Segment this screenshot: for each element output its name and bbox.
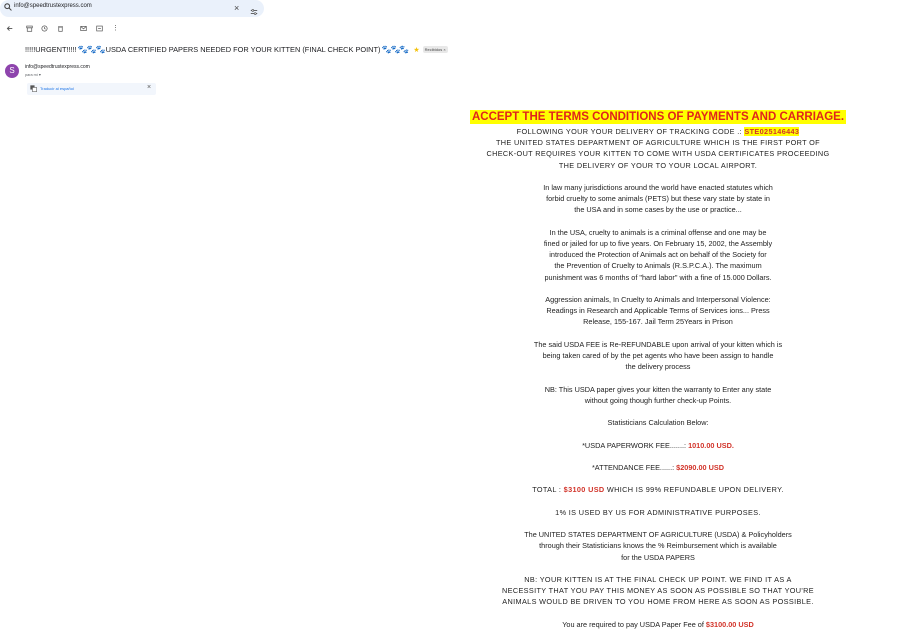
body-paragraph: 1% IS USED BY US FOR ADMINISTRATIVE PURPOSES. xyxy=(555,507,761,517)
paw-emoji-icon: 🐾🐾🐾 xyxy=(77,45,105,54)
fee-line: *ATTENDANCE FEE......: $2090.00 USD xyxy=(591,462,725,472)
total-value: $3100 USD xyxy=(563,485,605,495)
email-body xyxy=(460,110,856,641)
search-input[interactable]: info@speedtrustexpress.com xyxy=(14,3,92,9)
mark-unread-icon[interactable] xyxy=(80,25,87,35)
body-paragraph: NB: This USDA paper gives your kitten the warranty to Enter any state without going though further check-up Points. xyxy=(544,384,772,405)
avatar[interactable]: S xyxy=(5,64,19,78)
filter-icon[interactable] xyxy=(250,3,258,21)
inbox-label-chip[interactable]: Recibidos × xyxy=(424,47,446,52)
fee-value: $2090.00 USD xyxy=(676,462,725,472)
close-icon[interactable]: × xyxy=(234,3,240,13)
snooze-icon[interactable] xyxy=(41,25,48,35)
fee-value: $3100.00 USD xyxy=(705,619,754,629)
body-paragraph: The UNITED STATES DEPARTMENT OF AGRICULTURE (USDA) & Policyholders through their Statisticians knows the % Reimbursement which is available for the USDA PAPERS xyxy=(524,530,792,562)
more-options-icon[interactable]: ⋮ xyxy=(112,25,119,32)
body-paragraph: In the USA, cruelty to animals is a criminal offense and one may be fined or jailed for up to five years. On February 15, 2002, the Assembly introduced the Protection of Animals act on behalf of the Society for the Prevention of Cruelty to Animals (R.S.P.C.A.). The maximum punishment was 6 months of "hard labor" with a fine of 15.000 Dollars. xyxy=(543,227,773,282)
body-title: ACCEPT THE TERMS CONDITIONS OF PAYMENTS AND CARRIAGE. xyxy=(471,111,845,123)
body-paragraph: FOLLOWING YOUR YOUR DELIVERY OF TRACKING CODE .: STE025146443 THE UNITED STATES DEPARTMENT OF AGRICULTURE WHICH IS THE FIRST PORT OF CHECK-OUT REQUIRES YOUR KITTEN TO COME WITH USDA CERTIFICATES PROCEEDING THE DELIVERY OF YOUR TO YOUR LOCAL AIRPORT. xyxy=(486,127,830,170)
paw-emoji-icon: 🐾🐾🐾 xyxy=(381,45,409,54)
subject-prefix: !!!!!URGENT!!!!! xyxy=(25,45,77,54)
fee-value: 1010.00 USD. xyxy=(688,440,734,450)
body-paragraph: The said USDA FEE is Re-REFUNDABLE upon arrival of your kitten which is being taken cared of by the pet agents who have been assign to handle the delivery process xyxy=(533,339,783,372)
body-paragraph: Statisticians Calculation Below: xyxy=(607,418,709,428)
email-subject xyxy=(25,45,448,54)
body-paragraph: You are required to pay USDA Paper Fee of $3100.00 USD xyxy=(562,619,754,629)
search-icon[interactable] xyxy=(4,3,12,13)
recipient-dropdown[interactable]: para mí ▾ xyxy=(25,73,41,77)
star-icon[interactable]: ★ xyxy=(413,46,420,54)
subject-text: USDA CERTIFIED PAPERS NEEDED FOR YOUR KITTEN (FINAL CHECK POINT) xyxy=(105,45,381,54)
tracking-code: STE025146443 xyxy=(744,127,800,136)
body-paragraph: NB: YOUR KITTEN IS AT THE FINAL CHECK UP POINT. WE FIND IT AS A NECESSITY THAT YOU PAY THIS MONEY AS SOON AS POSSIBLE SO THAT YOU'RE ANIMALS WOULD BE DRIVEN TO YOU HOME FROM HERE AS SOON AS POSSIBLE. xyxy=(501,574,815,607)
sender-email[interactable]: info@speedtrustexpress.com xyxy=(25,64,90,70)
translate-bar xyxy=(27,83,156,95)
delete-icon[interactable] xyxy=(57,25,64,35)
fee-line: *USDA PAPERWORK FEE.......: 1010.00 USD. xyxy=(582,440,734,450)
search-bar[interactable] xyxy=(0,0,264,17)
translate-icon xyxy=(30,85,37,94)
translate-link[interactable]: Traducir al español xyxy=(40,86,74,91)
back-arrow-icon[interactable] xyxy=(6,25,13,35)
archive-icon[interactable] xyxy=(26,25,33,35)
body-paragraph: In law many jurisdictions around the world have enacted statutes which forbid cruelty to some animals (PETS) but these vary state by state in the USA and in some cases by the use or practice... xyxy=(543,183,773,215)
total-line: TOTAL : $3100 USD WHICH IS 99% REFUNDABLE UPON DELIVERY. xyxy=(532,485,784,495)
body-paragraph: Aggression animals, In Cruelty to Animals and Interpersonal Violence: Readings in Research and Applicable Terms of Services ions... Press Release, 155-167. Jail Term 25Years in Prison xyxy=(545,295,771,327)
move-to-icon[interactable] xyxy=(96,25,103,35)
close-icon[interactable]: × xyxy=(147,84,152,91)
